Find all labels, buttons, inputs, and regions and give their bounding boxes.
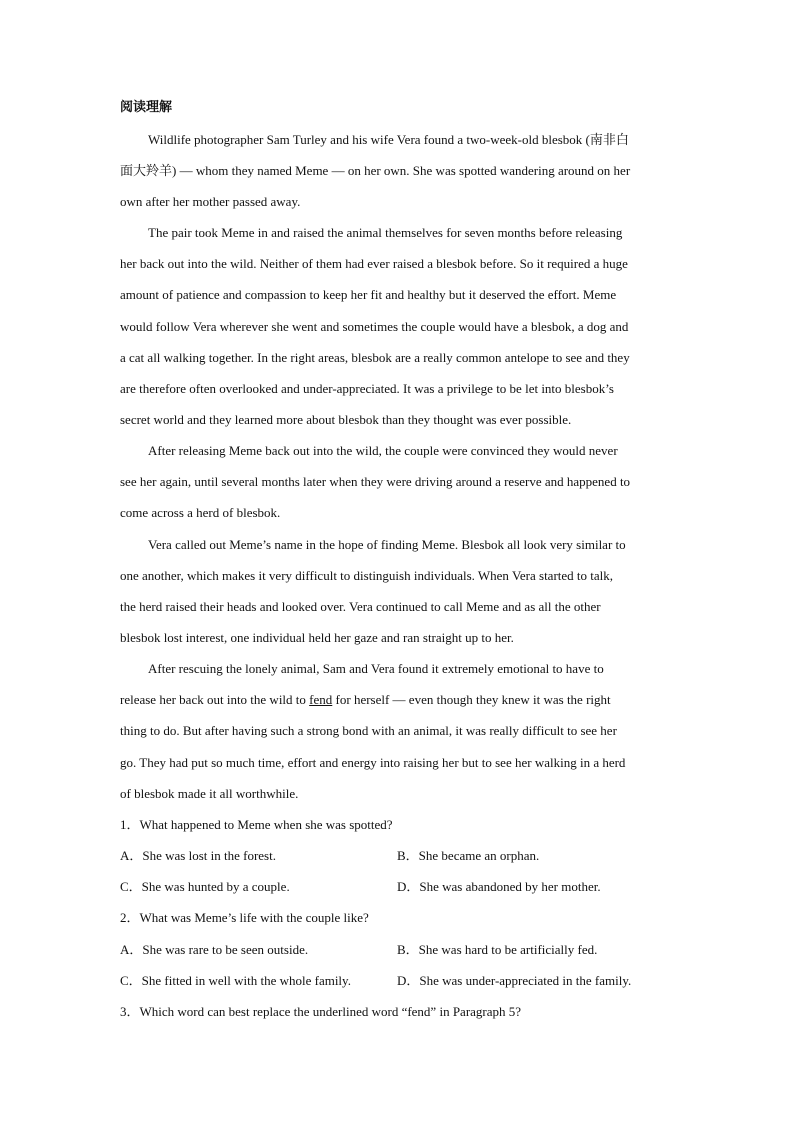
passage-line: Wildlife photographer Sam Turley and his wife Vera found a two-week-old blesbok (南非白 bbox=[148, 132, 629, 147]
option-d: D．She was abandoned by her mother. bbox=[397, 879, 601, 894]
passage-line: her back out into the wild. Neither of them had ever raised a blesbok before. So it required a huge bbox=[120, 256, 628, 271]
question-stem: 1．What happened to Meme when she was spotted? bbox=[120, 817, 393, 832]
passage-line: 面大羚羊) — whom they named Meme — on her own. She was spotted wandering around on her bbox=[120, 163, 631, 178]
passage-line: see her again, until several months later when they were driving around a reserve and happened to bbox=[120, 474, 631, 489]
passage-line: After releasing Meme back out into the wild, the couple were convinced they would never bbox=[148, 443, 618, 458]
passage-text: release her back out into the wild to bbox=[120, 692, 310, 707]
option-a: A．She was rare to be seen outside. bbox=[120, 942, 309, 957]
passage-line: the herd raised their heads and looked over. Vera continued to call Meme and as all the other bbox=[120, 599, 601, 614]
passage-line: After rescuing the lonely animal, Sam and Vera found it extremely emotional to have to bbox=[148, 661, 604, 676]
option-b: B．She became an orphan. bbox=[397, 848, 540, 863]
passage-line: secret world and they learned more about blesbok than they thought was ever possible. bbox=[120, 412, 572, 427]
option-c: C．She was hunted by a couple. bbox=[120, 879, 290, 894]
section-title: 阅读理解 bbox=[120, 100, 173, 115]
passage-text: for herself — even though they knew it was the right bbox=[332, 692, 611, 707]
passage-line bbox=[120, 690, 611, 710]
passage-line: blesbok lost interest, one individual held her gaze and ran straight up to her. bbox=[120, 630, 514, 645]
option-c: C．She fitted in well with the whole family. bbox=[120, 973, 351, 988]
passage-line: of blesbok made it all worthwhile. bbox=[120, 786, 299, 801]
passage-line: go. They had put so much time, effort and energy into raising her but to see her walking in a herd bbox=[120, 755, 626, 770]
question-stem: 2．What was Meme’s life with the couple like? bbox=[120, 910, 369, 925]
passage-line: thing to do. But after having such a strong bond with an animal, it was really difficult to see her bbox=[120, 723, 617, 738]
question-stem: 3．Which word can best replace the underlined word “fend” in Paragraph 5? bbox=[120, 1004, 522, 1019]
passage-line: own after her mother passed away. bbox=[120, 194, 301, 209]
passage-line: amount of patience and compassion to keep her fit and healthy but it deserved the effort. Meme bbox=[120, 287, 617, 302]
passage-line: are therefore often overlooked and under-appreciated. It was a privilege to be let into blesbok’s bbox=[120, 381, 614, 396]
passage-line: a cat all walking together. In the right areas, blesbok are a really common antelope to see and they bbox=[120, 350, 630, 365]
option-b: B．She was hard to be artificially fed. bbox=[397, 942, 598, 957]
underlined-word: fend bbox=[309, 692, 333, 707]
passage-line: come across a herd of blesbok. bbox=[120, 505, 281, 520]
passage-line: would follow Vera wherever she went and sometimes the couple would have a blesbok, a dog and bbox=[120, 319, 629, 334]
option-d: D．She was under-appreciated in the family. bbox=[397, 973, 632, 988]
option-a: A．She was lost in the forest. bbox=[120, 848, 276, 863]
passage-line: Vera called out Meme’s name in the hope of finding Meme. Blesbok all look very similar to bbox=[148, 537, 626, 552]
passage-line: The pair took Meme in and raised the animal themselves for seven months before releasing bbox=[148, 225, 623, 240]
passage-line: one another, which makes it very difficult to distinguish individuals. When Vera started to talk, bbox=[120, 568, 614, 583]
